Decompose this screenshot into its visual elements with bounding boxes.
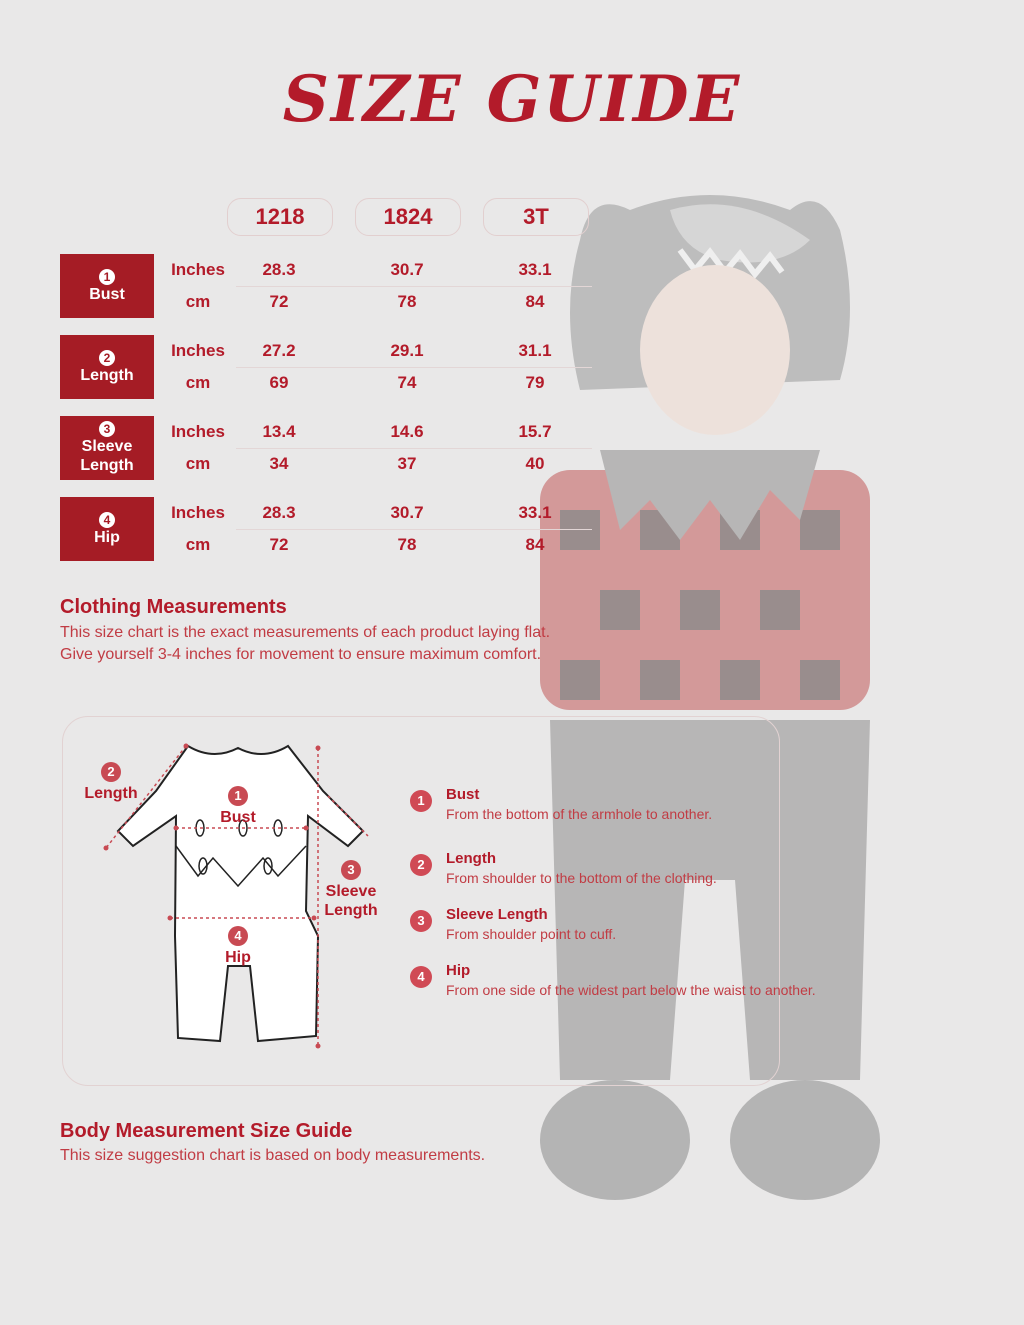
legend-title: Bust	[446, 786, 480, 803]
body-guide-title: Body Measurement Size Guide	[60, 1120, 353, 1142]
hip-inches-1218: 28.3	[262, 503, 296, 522]
sleeve-inches-3t: 15.7	[518, 422, 552, 441]
diagram-label-bust	[206, 786, 270, 827]
row-divider	[236, 448, 592, 449]
length-cm-1218: 69	[269, 373, 289, 392]
row-divider	[236, 367, 592, 368]
size-header-1824: 1824	[355, 198, 461, 236]
number-badge: 3	[341, 860, 361, 880]
diagram-label-text: Length	[84, 785, 138, 802]
row-divider	[236, 529, 592, 530]
length-inches-1218: 27.2	[262, 341, 296, 360]
bust-cm-1824: 78	[397, 292, 417, 311]
row-label-text: Hip	[94, 528, 120, 546]
bust-cm-1218: 72	[269, 292, 289, 311]
row-label-text: Bust	[89, 285, 125, 303]
number-badge: 4	[410, 966, 432, 988]
bust-inches-3t: 33.1	[518, 260, 552, 279]
number-badge: 1	[410, 790, 432, 812]
length-cm-3t: 79	[525, 373, 545, 392]
diagram-label-hip	[206, 926, 270, 967]
legend-desc: From shoulder to the bottom of the clothing.	[446, 870, 717, 886]
clothing-measurements-line2: Give yourself 3-4 inches for movement to ensure maximum comfort.	[60, 646, 542, 663]
length-cm-1824: 74	[397, 373, 417, 392]
number-badge: 2	[410, 854, 432, 876]
legend-desc: From one side of the widest part below the waist to another.	[446, 982, 816, 998]
unit-inches: Inches	[171, 422, 225, 441]
number-badge: 4	[99, 512, 115, 528]
legend-desc: From shoulder point to cuff.	[446, 926, 617, 942]
page-title: SIZE GUIDE	[282, 62, 742, 137]
number-badge: 4	[228, 926, 248, 946]
unit-inches: Inches	[171, 503, 225, 522]
length-inches-3t: 31.1	[518, 341, 552, 360]
number-badge: 3	[99, 421, 115, 437]
number-badge: 3	[410, 910, 432, 932]
legend-title: Sleeve Length	[446, 906, 548, 923]
clothing-measurements-title: Clothing Measurements	[60, 596, 287, 618]
sleeve-inches-1824: 14.6	[390, 422, 424, 441]
number-badge: 2	[99, 350, 115, 366]
unit-cm: cm	[185, 454, 211, 473]
legend-title: Length	[446, 850, 496, 867]
number-badge: 1	[99, 269, 115, 285]
hip-cm-1824: 78	[397, 535, 417, 554]
legend-title: Hip	[446, 962, 471, 979]
unit-cm: cm	[185, 292, 211, 311]
bust-inches-1824: 30.7	[390, 260, 424, 279]
hip-cm-1218: 72	[269, 535, 289, 554]
legend-desc: From the bottom of the armhole to another.	[446, 806, 713, 822]
sleeve-cm-3t: 40	[525, 454, 545, 473]
sleeve-inches-1218: 13.4	[262, 422, 296, 441]
row-label-length	[60, 335, 154, 399]
unit-cm: cm	[185, 373, 211, 392]
hip-inches-1824: 30.7	[390, 503, 424, 522]
diagram-label-sleeve-length	[316, 860, 386, 920]
diagram-label-length	[78, 762, 144, 803]
sleeve-cm-1218: 34	[269, 454, 289, 473]
number-badge: 2	[101, 762, 121, 782]
diagram-label-text: Sleeve	[325, 883, 377, 900]
hip-inches-3t: 33.1	[518, 503, 552, 522]
unit-inches: Inches	[171, 341, 225, 360]
length-inches-1824: 29.1	[390, 341, 424, 360]
clothing-measurements-line1: This size chart is the exact measurements of each product laying flat.	[60, 624, 551, 641]
unit-cm: cm	[185, 535, 211, 554]
body-guide-desc: This size suggestion chart is based on body measurements.	[60, 1147, 486, 1164]
row-divider	[236, 286, 592, 287]
size-header-1218: 1218	[227, 198, 333, 236]
size-header-3t: 3T	[483, 198, 589, 236]
row-label-sleeve-length	[60, 416, 154, 480]
unit-inches: Inches	[171, 260, 225, 279]
number-badge: 1	[228, 786, 248, 806]
row-label-text: Sleeve Length	[80, 438, 134, 474]
sleeve-cm-1824: 37	[397, 454, 417, 473]
bust-inches-1218: 28.3	[262, 260, 296, 279]
hip-cm-3t: 84	[525, 535, 545, 554]
diagram-label-text: Hip	[225, 949, 251, 966]
row-label-bust	[60, 254, 154, 318]
row-label-hip	[60, 497, 154, 561]
diagram-label-text: Bust	[220, 809, 256, 826]
row-label-text: Length	[80, 366, 134, 384]
diagram-label-text: Length	[324, 902, 378, 919]
bust-cm-3t: 84	[525, 292, 545, 311]
